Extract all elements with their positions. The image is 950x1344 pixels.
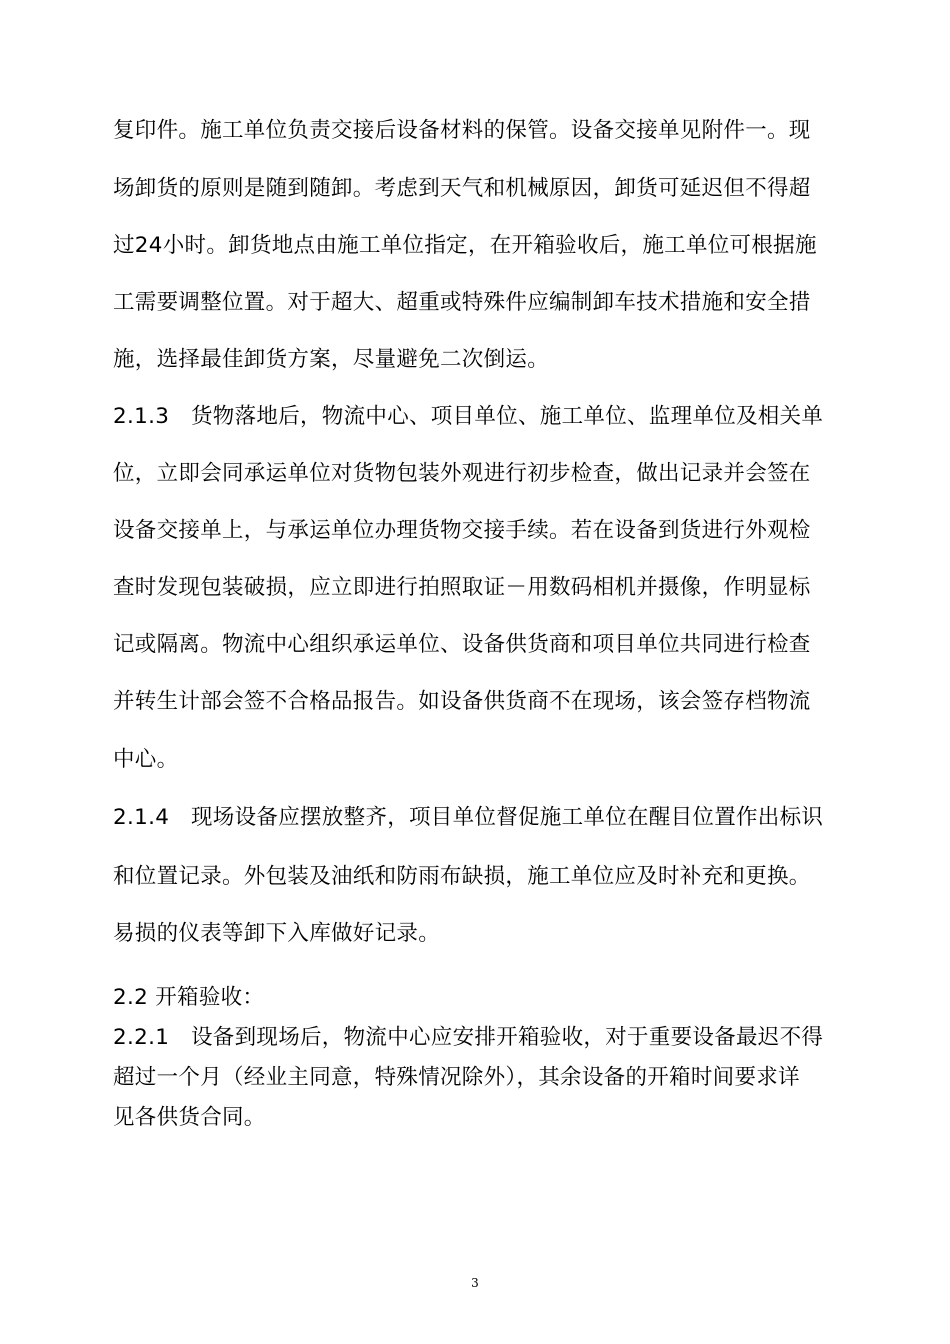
body-text-line: 设备交接单上，与承运单位办理货物交接手续。若在设备到货进行外观检 (113, 518, 811, 543)
section-2-1-3-line: 2.1.3 货物落地后，物流中心、项目单位、施工单位、监理单位及相关单 (113, 404, 824, 429)
section-2-2-1-line: 2.2.1 设备到现场后，物流中心应安排开箱验收，对于重要设备最迟不得 (113, 1025, 824, 1050)
body-text-line: 场卸货的原则是随到随卸。考虑到天气和机械原因，卸货可延迟但不得超 (113, 176, 811, 201)
body-text-line: 位，立即会同承运单位对货物包装外观进行初步检查，做出记录并会签在 (113, 461, 811, 486)
body-text-line: 施，选择最佳卸货方案，尽量避免二次倒运。 (113, 347, 550, 372)
section-2-2-heading: 2.2 开箱验收： (113, 985, 265, 1010)
section-2-1-4-line: 2.1.4 现场设备应摆放整齐，项目单位督促施工单位在醒目位置作出标识 (113, 805, 824, 830)
body-text-line: 超过一个月（经业主同意，特殊情况除外），其余设备的开箱时间要求详 (113, 1065, 800, 1090)
body-text-line: 记或隔离。物流中心组织承运单位、设备供货商和项目单位共同进行检查 (113, 632, 811, 657)
page-number: 3 (471, 1276, 479, 1290)
body-text-line: 复印件。施工单位负责交接后设备材料的保管。设备交接单见附件一。现 (113, 118, 811, 143)
body-text-line: 过24小时。卸货地点由施工单位指定，在开箱验收后，施工单位可根据施 (113, 233, 817, 258)
body-text-line: 易损的仪表等卸下入库做好记录。 (113, 921, 441, 946)
body-text-line: 工需要调整位置。对于超大、超重或特殊件应编制卸车技术措施和安全措 (113, 290, 811, 315)
body-text-line: 见各供货合同。 (113, 1105, 266, 1130)
body-text-line: 查时发现包装破损，应立即进行拍照取证－用数码相机并摄像，作明显标 (113, 575, 811, 600)
body-text-line: 并转生计部会签不合格品报告。如设备供货商不在现场，该会签存档物流 (113, 689, 811, 714)
body-text-line: 中心。 (113, 747, 179, 772)
body-text-line: 和位置记录。外包装及油纸和防雨布缺损，施工单位应及时补充和更换。 (113, 864, 811, 889)
